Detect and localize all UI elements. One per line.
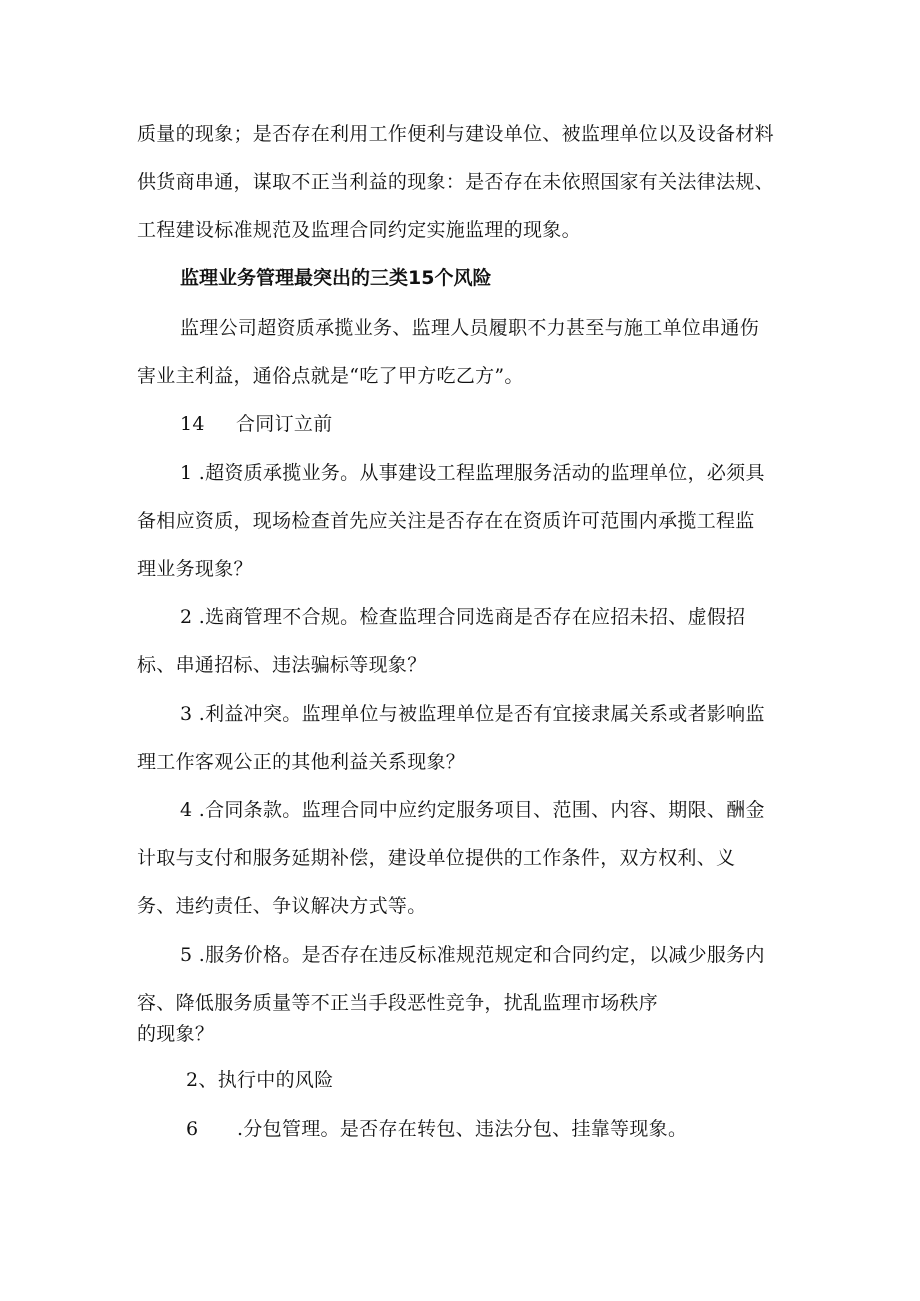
list-item-number: 6 (186, 1118, 199, 1140)
body-text-line: 害业主利益，通俗点就是“吃了甲方吃乙方”。 (137, 365, 524, 387)
list-item-line: 5 .服务价格。是否存在违反标准规范规定和合同约定，以减少服务内 (180, 944, 765, 966)
list-item-line: .分包管理。是否存在转包、违法分包、挂靠等现象。 (237, 1118, 688, 1140)
list-item-line: 的现象？ (137, 1023, 215, 1045)
body-text-line: 供货商串通，谋取不正当利益的现象：是否存在未依照国家有关法律法规、 (137, 171, 774, 193)
list-item-line: 容、降低服务质量等不正当手段恶性竞争，扰乱监理市场秩序 (137, 992, 659, 1014)
subsection-title: 2、执行中的风险 (186, 1069, 334, 1091)
list-item-line: 备相应资质，现场检查首先应关注是否存在在资质许可范围内承揽工程监 (137, 510, 755, 532)
body-text-line: 监理公司超资质承揽业务、监理人员履职不力甚至与施工单位串通伤 (180, 317, 760, 339)
body-text-line: 质量的现象；是否存在利用工作便利与建设单位、被监理单位以及设备材料 (137, 123, 774, 145)
list-item-line: 1 .超资质承揽业务。从事建设工程监理服务活动的监理单位，必须具 (180, 462, 765, 484)
body-text-line: 工程建设标准规范及监理合同约定实施监理的现象。 (137, 219, 581, 241)
list-item-line: 3 .利益冲突。监理单位与被监理单位是否有宜接隶属关系或者影响监 (180, 703, 765, 725)
subsection-number: 14 (180, 413, 205, 435)
list-item-line: 2 .选商管理不合规。检查监理合同选商是否存在应招未招、虚假招 (180, 606, 746, 628)
list-item-line: 计取与支付和服务延期补偿，建设单位提供的工作条件，双方权利、义 (137, 847, 736, 869)
list-item-line: 务、违约责任、争议解决方式等。 (137, 895, 427, 917)
list-item-line: 标、串通招标、违法骗标等现象？ (137, 654, 427, 676)
list-item-line: 理业务现象？ (137, 558, 253, 580)
list-item-line: 4 .合同条款。监理合同中应约定服务项目、范围、内容、期限、酬金 (180, 799, 765, 821)
section-heading: 监理业务管理最突出的三类15个风险 (180, 267, 492, 289)
list-item-line: 理工作客观公正的其他利益关系现象？ (137, 751, 466, 773)
subsection-title: 合同订立前 (236, 413, 333, 435)
